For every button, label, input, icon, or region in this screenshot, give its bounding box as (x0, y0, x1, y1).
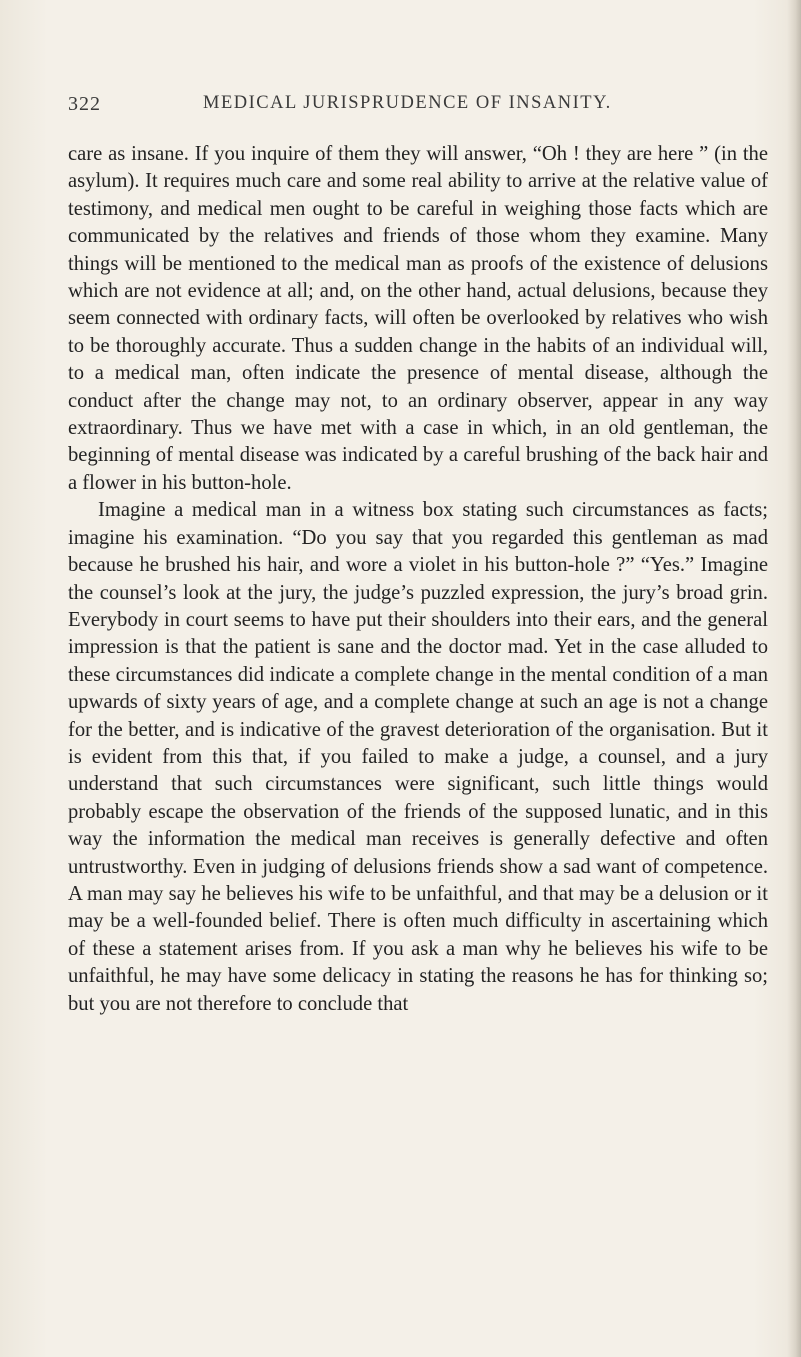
body-text (68, 141, 768, 1018)
paragraph-2: Imagine a medical man in a witness box stating such circumstances as facts; imagine his examination. “Do you say that you regarded this gentleman as mad because he brushed his hair, and wore a violet in his button-hole ?” “Yes.” Imagine the counsel’s look at the jury, the judge’s puzzled expression, the jury’s broad grin. Everybody in court seems to have put their shoulders into their ears, and the general impression is that the patient is sane and the doctor mad. Yet in the case alluded to these circumstances did indicate a complete change in the mental condition of a man upwards of sixty years of age, and a complete change at such an age is not a change for the better, and is indicative of the gravest deterioration of the organisation. But it is evident from this that, if you failed to make a judge, a counsel, and a jury understand that such circumstances were significant, such little things would probably escape the observation of the friends of the supposed lunatic, and in this way the information the medical man receives is generally defective and often untrustworthy. Even in judging of delusions friends show a sad want of competence. A man may say he believes his wife to be unfaithful, and that may be a delusion or it may be a well-founded belief. There is often much difficulty in ascertaining which of these a statement arises from. If you ask a man why he believes his wife to be unfaithful, he may have some delicacy in stating the reasons he has for thinking so; but you are not therefore to conclude that (68, 499, 768, 1015)
page-edge-shadow (787, 0, 801, 1357)
page-number: 322 (68, 93, 101, 115)
page-header (68, 93, 760, 123)
paragraph-1: care as insane. If you inquire of them they will answer, “Oh ! they are here ” (in the asylum). It requires much care and some real ability to arrive at the relative value of testimony, and medical men ought to be careful in weighing those facts which are communicated by the relatives and friends of those whom they examine. Many things will be mentioned to the medical man as proofs of the existence of delusions which are not evidence at all; and, on the other hand, actual delusions, because they seem connected with ordinary facts, will often be overlooked by relatives who wish to be thoroughly accurate. Thus a sudden change in the habits of an individual will, to a medical man, often indicate the presence of mental disease, although the conduct after the change may not, to an ordinary observer, appear in any way extraordinary. Thus we have met with a case in which, in an old gentleman, the beginning of mental disease was indicated by a careful brushing of the back hair and a flower in his button-hole. (68, 143, 768, 494)
running-head: MEDICAL JURISPRUDENCE OF INSANITY. (203, 93, 612, 113)
